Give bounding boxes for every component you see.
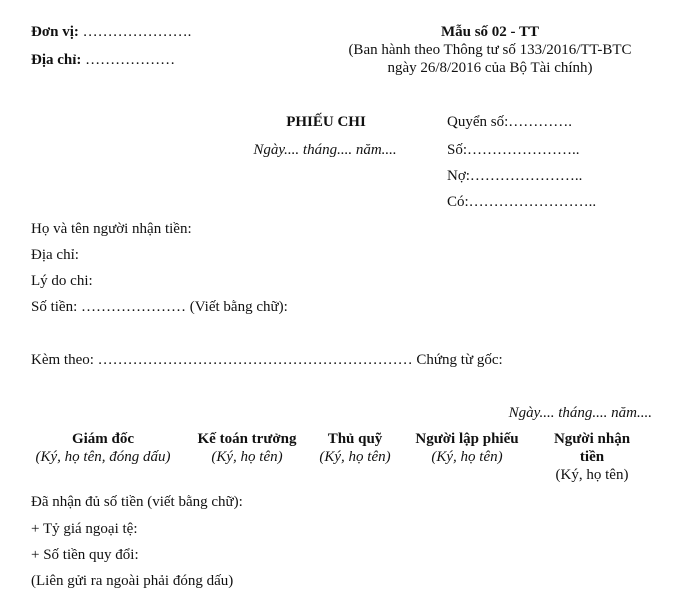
amount-field: Số tiền: ………………… (Viết bằng chữ):	[31, 299, 288, 315]
converted-amount-field: + Số tiền quy đổi:	[31, 547, 139, 563]
signature-recipient	[540, 430, 644, 484]
address-dots: ………………	[81, 52, 176, 68]
address-line	[31, 51, 175, 69]
credit-account: Có:……………………..	[447, 194, 597, 210]
received-amount-field: Đã nhận đủ số tiền (viết bằng chữ):	[31, 494, 243, 510]
recipient-name-field: Họ và tên người nhận tiền:	[31, 221, 192, 237]
unit-line	[31, 23, 191, 41]
signature-note: (Ký, họ tên)	[211, 449, 283, 465]
signature-note: (Ký, họ tên)	[319, 449, 391, 465]
issued-line-2: ngày 26/8/2016 của Bộ Tài chính)	[387, 60, 593, 76]
signature-title: Kế toán trưởng	[197, 431, 297, 447]
attachments-field: Kèm theo: ……………………………………………………… Chứng từ gốc:	[31, 352, 503, 368]
voucher-date: Ngày.... tháng.... năm....	[253, 142, 397, 158]
unit-dots: ………………….	[78, 24, 192, 40]
voucher-title: PHIẾU CHI	[286, 114, 366, 130]
unit-label: Đơn vị:	[31, 24, 79, 40]
signing-date: Ngày.... tháng.... năm....	[508, 405, 652, 421]
voucher-number: Số:…………………..	[447, 142, 580, 158]
signature-title: Thủ quỹ	[327, 431, 383, 447]
signature-title-line-2: tiền	[579, 449, 605, 465]
issued-line-1: (Ban hành theo Thông tư số 133/2016/TT-BTC	[348, 42, 632, 58]
address-label: Địa chỉ:	[31, 52, 82, 68]
signature-title: Người nhận	[553, 431, 631, 447]
stamp-note: (Liên gửi ra ngoài phải đóng dấu)	[31, 573, 234, 589]
recipient-address-field: Địa chỉ:	[31, 247, 79, 263]
book-number: Quyển số:………….	[447, 114, 572, 130]
signature-note: (Ký, họ tên, đóng dấu)	[35, 449, 171, 465]
signature-title: Giám đốc	[71, 431, 135, 447]
signature-note: (Ký, họ tên)	[431, 449, 503, 465]
debit-account: Nợ:…………………..	[447, 168, 583, 184]
exchange-rate-field: + Tỷ giá ngoại tệ:	[31, 521, 138, 537]
signature-director	[23, 430, 183, 466]
signature-title: Người lập phiếu	[415, 431, 519, 447]
signature-chief-accountant	[187, 430, 307, 466]
signature-note: (Ký, họ tên)	[555, 467, 629, 483]
signature-preparer	[404, 430, 530, 466]
signature-cashier	[311, 430, 399, 466]
reason-field: Lý do chi:	[31, 273, 93, 289]
form-number: Mẫu số 02 - TT	[440, 24, 540, 40]
